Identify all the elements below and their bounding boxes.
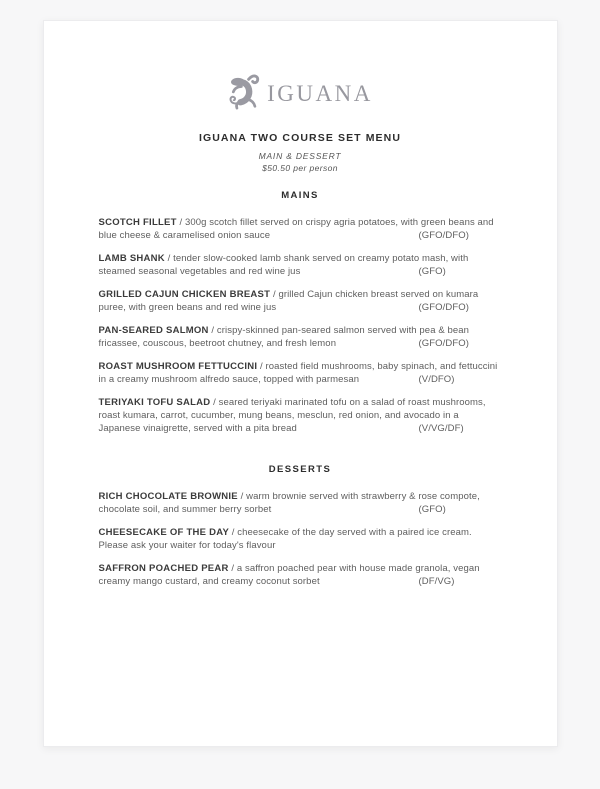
dietary-tag: (DF/VG) xyxy=(418,576,455,587)
dietary-tag: (GFO/DFO) xyxy=(418,338,470,349)
section-mains xyxy=(99,190,502,435)
menu-title: IGUANA TWO COURSE SET MENU xyxy=(198,132,402,144)
section-desserts xyxy=(99,464,502,588)
menu-subtitle: MAIN & DESSERT xyxy=(258,151,342,161)
section-heading-desserts: DESSERTS xyxy=(268,464,332,475)
menu-item-grilled-cajun-chicken-breast xyxy=(99,288,502,314)
brand-wordmark: IGUANA xyxy=(267,80,373,106)
item-separator: / xyxy=(231,527,235,538)
desserts-items xyxy=(99,490,502,588)
item-separator: / xyxy=(260,361,263,372)
dietary-tag: (GFO/DFO) xyxy=(418,230,470,241)
menu-item-scotch-fillet xyxy=(99,216,502,242)
item-name: CHEESECAKE OF THE DAY xyxy=(98,527,230,538)
item-name: ROAST MUSHROOM FETTUCCINI xyxy=(98,361,258,372)
item-name: GRILLED CAJUN CHICKEN BREAST xyxy=(98,289,271,300)
item-separator: / xyxy=(167,253,171,264)
item-description: roasted field mushrooms, baby spinach, and fettuccini in a creamy mushroom alfredo sauce, topped with parmesan xyxy=(98,361,498,385)
menu-item-pan-seared-salmon xyxy=(99,324,502,350)
menu-price: $50.50 per person xyxy=(262,163,338,173)
menu-item-teriyaki-tofu-salad xyxy=(99,396,502,435)
menu-item-roast-mushroom-fettuccini xyxy=(99,360,502,386)
brand-logo xyxy=(99,21,502,111)
item-description: cheesecake of the day served with a paired ice cream. Please ask your waiter for today's flavour xyxy=(98,527,472,551)
dietary-tag: (V/VG/DF) xyxy=(418,423,464,434)
item-separator: / xyxy=(240,491,244,502)
menu-item-cheesecake-of-the-day xyxy=(99,526,502,552)
dietary-tag: (GFO) xyxy=(418,504,446,515)
item-description: warm brownie served with strawberry & rose compote, chocolate soil, and summer berry sorbet xyxy=(98,491,480,515)
item-separator: / xyxy=(272,289,276,300)
item-separator: / xyxy=(179,217,183,228)
item-description: crispy-skinned pan-seared salmon served with pea & bean fricassee, couscous, beetroot chutney, and fresh lemon xyxy=(98,325,470,349)
dietary-tag: (GFO/DFO) xyxy=(418,302,470,313)
item-description: tender slow-cooked lamb shank served on creamy potato mash, with steamed seasonal vegetables and red wine jus xyxy=(98,253,469,277)
item-name: SAFFRON POACHED PEAR xyxy=(98,563,229,574)
item-description: a saffron poached pear with house made granola, vegan creamy mango custard, and creamy coconut sorbet xyxy=(98,563,480,587)
item-description: 300g scotch fillet served on crispy agria potatoes, with green beans and blue cheese & caramelised onion sauce xyxy=(98,217,494,241)
menu-item-rich-chocolate-brownie xyxy=(99,490,502,516)
item-name: TERIYAKI TOFU SALAD xyxy=(98,397,211,408)
dietary-tag: (GFO) xyxy=(418,266,446,277)
item-name: RICH CHOCOLATE BROWNIE xyxy=(98,491,238,502)
item-separator: / xyxy=(211,325,215,336)
item-description: seared teriyaki marinated tofu on a salad of roast mushrooms, roast kumara, carrot, cucumber, mung beans, mesclun, red onion, and avocado in a Japanese vinaigrette, served with a pita bread xyxy=(98,397,486,434)
section-heading-mains: MAINS xyxy=(281,190,319,201)
menu-item-lamb-shank xyxy=(99,252,502,278)
item-separator: / xyxy=(213,397,216,408)
item-separator: / xyxy=(231,563,235,574)
mains-items xyxy=(99,216,502,435)
item-name: SCOTCH FILLET xyxy=(98,217,177,228)
iguana-lizard-icon xyxy=(227,71,263,111)
menu-item-saffron-poached-pear xyxy=(99,562,502,588)
item-name: LAMB SHANK xyxy=(98,253,165,264)
dietary-tag: (V/DFO) xyxy=(418,374,455,385)
menu-page xyxy=(43,20,558,747)
item-description: grilled Cajun chicken breast served on kumara puree, with green beans and red wine jus xyxy=(98,289,479,313)
item-name: PAN-SEARED SALMON xyxy=(98,325,209,336)
